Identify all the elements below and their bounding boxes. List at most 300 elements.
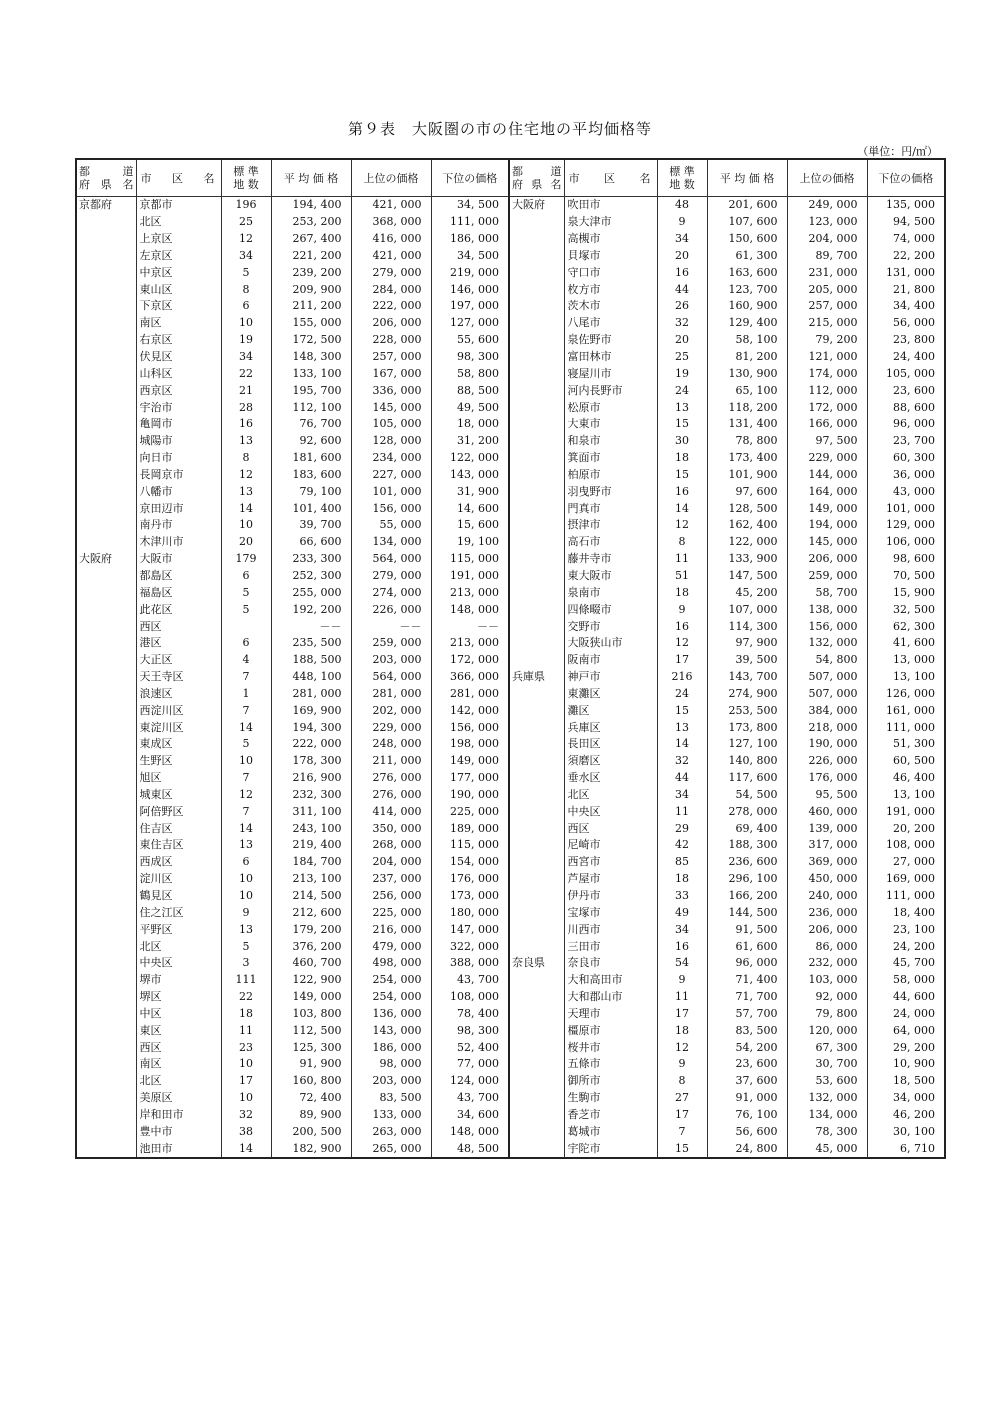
count-cell: 19 <box>657 365 707 382</box>
count-cell: 24 <box>657 382 707 399</box>
city-cell: 東区 <box>136 1022 221 1039</box>
count-cell: 12 <box>657 1039 707 1056</box>
count-cell: 26 <box>657 298 707 315</box>
count-cell: 9 <box>657 601 707 618</box>
count-cell: 7 <box>221 669 271 686</box>
table-row <box>76 551 945 568</box>
prefecture-cell <box>76 500 136 517</box>
header-lower-side-left: 下位の価格 <box>431 159 509 197</box>
table-row <box>76 669 945 686</box>
city-cell: 下京区 <box>136 298 221 315</box>
upper-price-cell: 564, 000 <box>351 669 431 686</box>
count-cell: 15 <box>657 416 707 433</box>
count-cell: 18 <box>657 450 707 467</box>
lower-price-cell: 77, 000 <box>431 1056 509 1073</box>
upper-price-cell: 249, 000 <box>787 197 867 214</box>
city-cell: 堺区 <box>136 989 221 1006</box>
upper-price-cell: 138, 000 <box>787 601 867 618</box>
upper-price-cell: 265, 000 <box>351 1140 431 1158</box>
count-cell: 8 <box>221 450 271 467</box>
table-row <box>76 955 945 972</box>
average-price-cell: 181, 600 <box>271 450 351 467</box>
header-prefecture-side-right <box>509 159 564 197</box>
average-price-cell: 61, 600 <box>707 938 787 955</box>
city-cell: 山科区 <box>136 365 221 382</box>
city-cell: 八尾市 <box>564 315 657 332</box>
city-cell: 兵庫区 <box>564 719 657 736</box>
header-upper-side-left: 上位の価格 <box>351 159 431 197</box>
table-row <box>76 1006 945 1023</box>
prefecture-cell <box>509 871 564 888</box>
prefecture-cell <box>509 433 564 450</box>
upper-price-cell: 134, 000 <box>787 1107 867 1124</box>
lower-price-cell: 126, 000 <box>867 685 945 702</box>
upper-price-cell: 384, 000 <box>787 702 867 719</box>
lower-price-cell: 131, 000 <box>867 264 945 281</box>
average-price-cell: 61, 300 <box>707 248 787 265</box>
prefecture-cell <box>76 433 136 450</box>
average-price-cell: 122, 900 <box>271 972 351 989</box>
city-cell: 鶴見区 <box>136 888 221 905</box>
count-cell: 179 <box>221 551 271 568</box>
header-text: 道 <box>550 165 562 178</box>
upper-price-cell: －－ <box>351 618 431 635</box>
header-text: 府 <box>79 178 90 191</box>
lower-price-cell: 143, 000 <box>431 467 509 484</box>
table-row <box>76 450 945 467</box>
upper-price-cell: 89, 700 <box>787 248 867 265</box>
count-cell: 34 <box>657 787 707 804</box>
city-cell: 西成区 <box>136 854 221 871</box>
city-cell: 羽曳野市 <box>564 483 657 500</box>
count-cell: 7 <box>657 1123 707 1140</box>
lower-price-cell: 18, 400 <box>867 904 945 921</box>
lower-price-cell: 122, 000 <box>431 450 509 467</box>
prefecture-cell <box>76 787 136 804</box>
table-row <box>76 500 945 517</box>
lower-price-cell: 148, 000 <box>431 1123 509 1140</box>
lower-price-cell: 147, 000 <box>431 921 509 938</box>
average-price-cell: 448, 100 <box>271 669 351 686</box>
count-cell: 29 <box>657 820 707 837</box>
upper-price-cell: 206, 000 <box>351 315 431 332</box>
count-cell: 32 <box>221 1107 271 1124</box>
table-row <box>76 568 945 585</box>
upper-price-cell: 222, 000 <box>351 298 431 315</box>
lower-price-cell: 32, 500 <box>867 601 945 618</box>
upper-price-cell: 225, 000 <box>351 904 431 921</box>
prefecture-cell: 大阪府 <box>509 197 564 214</box>
city-cell: 八幡市 <box>136 483 221 500</box>
prefecture-cell <box>76 635 136 652</box>
city-cell: 伏見区 <box>136 349 221 366</box>
table-row <box>76 349 945 366</box>
lower-price-cell: 169, 000 <box>867 871 945 888</box>
upper-price-cell: 226, 000 <box>787 753 867 770</box>
count-cell: 7 <box>221 803 271 820</box>
city-cell: 左京区 <box>136 248 221 265</box>
lower-price-cell: 21, 800 <box>867 281 945 298</box>
upper-price-cell: 236, 000 <box>787 904 867 921</box>
table-row <box>76 584 945 601</box>
table-row <box>76 1123 945 1140</box>
average-price-cell: 83, 500 <box>707 1022 787 1039</box>
city-cell: 東灘区 <box>564 685 657 702</box>
prefecture-cell <box>76 854 136 871</box>
count-cell: 20 <box>657 332 707 349</box>
city-cell: 摂津市 <box>564 517 657 534</box>
prefecture-cell <box>509 467 564 484</box>
count-cell: 14 <box>221 820 271 837</box>
count-cell: 49 <box>657 904 707 921</box>
lower-price-cell: 198, 000 <box>431 736 509 753</box>
lower-price-cell: 23, 600 <box>867 382 945 399</box>
lower-price-cell: 15, 900 <box>867 584 945 601</box>
average-price-cell: 118, 200 <box>707 399 787 416</box>
city-cell: 五條市 <box>564 1056 657 1073</box>
prefecture-cell <box>509 551 564 568</box>
count-cell: 3 <box>221 955 271 972</box>
prefecture-cell <box>509 214 564 231</box>
upper-price-cell: 227, 000 <box>351 467 431 484</box>
count-cell: 6 <box>221 298 271 315</box>
city-cell: 福島区 <box>136 584 221 601</box>
upper-price-cell: 79, 800 <box>787 1006 867 1023</box>
average-price-cell: 45, 200 <box>707 584 787 601</box>
count-cell: 16 <box>657 938 707 955</box>
city-cell: 右京区 <box>136 332 221 349</box>
prefecture-cell <box>509 736 564 753</box>
lower-price-cell: 124, 000 <box>431 1073 509 1090</box>
average-price-cell: 114, 300 <box>707 618 787 635</box>
prefecture-cell <box>509 382 564 399</box>
table-row <box>76 938 945 955</box>
average-price-cell: 311, 100 <box>271 803 351 820</box>
upper-price-cell: 202, 000 <box>351 702 431 719</box>
upper-price-cell: 274, 000 <box>351 584 431 601</box>
upper-price-cell: 167, 000 <box>351 365 431 382</box>
count-cell: 14 <box>657 736 707 753</box>
prefecture-cell <box>509 753 564 770</box>
prefecture-cell <box>509 298 564 315</box>
header-text: 県 <box>100 178 112 191</box>
prefecture-cell <box>76 888 136 905</box>
header-text: 名 <box>122 178 134 191</box>
lower-price-cell: 88, 600 <box>867 399 945 416</box>
city-cell: 生駒市 <box>564 1090 657 1107</box>
lower-price-cell: 27, 000 <box>867 854 945 871</box>
average-price-cell: 107, 600 <box>707 214 787 231</box>
city-cell: 京田辺市 <box>136 500 221 517</box>
upper-price-cell: 30, 700 <box>787 1056 867 1073</box>
lower-price-cell: 88, 500 <box>431 382 509 399</box>
upper-price-cell: 128, 000 <box>351 433 431 450</box>
table-row <box>76 904 945 921</box>
count-cell: 27 <box>657 1090 707 1107</box>
upper-price-cell: 78, 300 <box>787 1123 867 1140</box>
prefecture-cell <box>76 685 136 702</box>
upper-price-cell: 257, 000 <box>351 349 431 366</box>
city-cell: 堺市 <box>136 972 221 989</box>
city-cell: 東成区 <box>136 736 221 753</box>
city-cell: 天王寺区 <box>136 669 221 686</box>
average-price-cell: 166, 200 <box>707 888 787 905</box>
city-cell: 和泉市 <box>564 433 657 450</box>
upper-price-cell: 229, 000 <box>351 719 431 736</box>
average-price-cell: 76, 700 <box>271 416 351 433</box>
count-cell: 216 <box>657 669 707 686</box>
count-cell: 17 <box>657 1006 707 1023</box>
upper-price-cell: 83, 500 <box>351 1090 431 1107</box>
lower-price-cell: 23, 800 <box>867 332 945 349</box>
table-row <box>76 332 945 349</box>
table-row <box>76 770 945 787</box>
lower-price-cell: 23, 100 <box>867 921 945 938</box>
city-cell: 桜井市 <box>564 1039 657 1056</box>
average-price-cell: 148, 300 <box>271 349 351 366</box>
table-row <box>76 416 945 433</box>
prefecture-cell <box>509 450 564 467</box>
average-price-cell: 221, 200 <box>271 248 351 265</box>
header-city-side-right <box>564 159 657 197</box>
count-cell: 6 <box>221 568 271 585</box>
prefecture-cell <box>509 1090 564 1107</box>
average-price-cell: 117, 600 <box>707 770 787 787</box>
average-price-cell: 192, 200 <box>271 601 351 618</box>
city-cell: 垂水区 <box>564 770 657 787</box>
count-cell: 16 <box>657 264 707 281</box>
count-cell: 10 <box>221 1090 271 1107</box>
lower-price-cell: 55, 600 <box>431 332 509 349</box>
average-price-cell: 296, 100 <box>707 871 787 888</box>
count-cell: 8 <box>657 534 707 551</box>
count-cell: 10 <box>221 888 271 905</box>
count-cell: 16 <box>657 618 707 635</box>
lower-price-cell: 111, 000 <box>867 719 945 736</box>
average-price-cell: 200, 500 <box>271 1123 351 1140</box>
city-cell: 南区 <box>136 315 221 332</box>
page-title: 第９表 大阪圏の市の住宅地の平均価格等 <box>347 120 652 138</box>
average-price-cell: 58, 100 <box>707 332 787 349</box>
count-cell: 18 <box>657 871 707 888</box>
average-price-cell: 183, 600 <box>271 467 351 484</box>
average-price-cell: 267, 400 <box>271 231 351 248</box>
table-row <box>76 214 945 231</box>
header-lower-side-right: 下位の価格 <box>867 159 945 197</box>
count-cell: 12 <box>657 517 707 534</box>
city-cell: 西区 <box>136 618 221 635</box>
count-cell: 11 <box>657 803 707 820</box>
average-price-cell: 91, 500 <box>707 921 787 938</box>
upper-price-cell: 507, 000 <box>787 685 867 702</box>
average-price-cell: 239, 200 <box>271 264 351 281</box>
city-cell: 豊中市 <box>136 1123 221 1140</box>
upper-price-cell: 164, 000 <box>787 483 867 500</box>
prefecture-cell <box>509 534 564 551</box>
prefecture-cell: 大阪府 <box>76 551 136 568</box>
upper-price-cell: 228, 000 <box>351 332 431 349</box>
prefecture-cell <box>76 281 136 298</box>
prefecture-cell <box>509 248 564 265</box>
header-text: 区 <box>604 171 615 185</box>
table-body <box>76 197 945 1159</box>
upper-price-cell: 259, 000 <box>351 635 431 652</box>
table-row <box>76 365 945 382</box>
prefecture-cell <box>509 820 564 837</box>
lower-price-cell: 34, 000 <box>867 1090 945 1107</box>
prefecture-cell <box>76 382 136 399</box>
count-cell: 11 <box>221 1022 271 1039</box>
count-cell: 16 <box>657 483 707 500</box>
average-price-cell: 172, 500 <box>271 332 351 349</box>
prefecture-cell <box>509 584 564 601</box>
average-price-cell: 376, 200 <box>271 938 351 955</box>
average-price-cell: 81, 200 <box>707 349 787 366</box>
lower-price-cell: 43, 000 <box>867 483 945 500</box>
average-price-cell: 122, 000 <box>707 534 787 551</box>
lower-price-cell: 41, 600 <box>867 635 945 652</box>
city-cell: 中央区 <box>136 955 221 972</box>
average-price-cell: 214, 500 <box>271 888 351 905</box>
prefecture-cell <box>76 770 136 787</box>
lower-price-cell: 70, 500 <box>867 568 945 585</box>
count-cell: 16 <box>221 416 271 433</box>
average-price-cell: 163, 600 <box>707 264 787 281</box>
lower-price-cell: 156, 000 <box>431 719 509 736</box>
price-table <box>75 158 946 1159</box>
table-row <box>76 635 945 652</box>
prefecture-cell <box>76 248 136 265</box>
upper-price-cell: 133, 000 <box>351 1107 431 1124</box>
prefecture-cell <box>76 332 136 349</box>
lower-price-cell: 45, 700 <box>867 955 945 972</box>
city-cell: 宝塚市 <box>564 904 657 921</box>
table-row <box>76 989 945 1006</box>
average-price-cell: 69, 400 <box>707 820 787 837</box>
prefecture-cell <box>76 467 136 484</box>
lower-price-cell: 191, 000 <box>867 803 945 820</box>
prefecture-cell <box>76 399 136 416</box>
average-price-cell: 236, 600 <box>707 854 787 871</box>
city-cell: 住吉区 <box>136 820 221 837</box>
average-price-cell: 211, 200 <box>271 298 351 315</box>
upper-price-cell: 134, 000 <box>351 534 431 551</box>
count-cell: 8 <box>657 1073 707 1090</box>
header-text: 標 準 <box>669 165 695 178</box>
prefecture-cell <box>509 921 564 938</box>
city-cell: 上京区 <box>136 231 221 248</box>
lower-price-cell: 18, 500 <box>867 1073 945 1090</box>
lower-price-cell: 60, 500 <box>867 753 945 770</box>
lower-price-cell: 148, 000 <box>431 601 509 618</box>
upper-price-cell: 194, 000 <box>787 517 867 534</box>
upper-price-cell: 259, 000 <box>787 568 867 585</box>
lower-price-cell: 176, 000 <box>431 871 509 888</box>
city-cell: 吹田市 <box>564 197 657 214</box>
prefecture-cell: 兵庫県 <box>509 669 564 686</box>
upper-price-cell: 144, 000 <box>787 467 867 484</box>
city-cell: 芦屋市 <box>564 871 657 888</box>
city-cell: 木津川市 <box>136 534 221 551</box>
lower-price-cell: 154, 000 <box>431 854 509 871</box>
header-text: 名 <box>203 171 215 185</box>
table-row <box>76 1039 945 1056</box>
table-row <box>76 281 945 298</box>
city-cell: 西京区 <box>136 382 221 399</box>
table-row <box>76 702 945 719</box>
prefecture-cell <box>76 517 136 534</box>
prefecture-cell <box>509 854 564 871</box>
count-cell: 44 <box>657 281 707 298</box>
city-cell: 南丹市 <box>136 517 221 534</box>
count-cell: 14 <box>221 500 271 517</box>
lower-price-cell: 13, 000 <box>867 652 945 669</box>
count-cell: 1 <box>221 685 271 702</box>
city-cell: 高石市 <box>564 534 657 551</box>
upper-price-cell: 186, 000 <box>351 1039 431 1056</box>
count-cell: 13 <box>221 837 271 854</box>
prefecture-cell <box>509 685 564 702</box>
table-row <box>76 854 945 871</box>
header-average-side-left: 平 均 価 格 <box>271 159 351 197</box>
lower-price-cell: 23, 700 <box>867 433 945 450</box>
count-cell: 12 <box>221 231 271 248</box>
header-city-side-left <box>136 159 221 197</box>
lower-price-cell: 60, 300 <box>867 450 945 467</box>
count-cell: 12 <box>221 787 271 804</box>
prefecture-cell <box>76 601 136 618</box>
table-row <box>76 820 945 837</box>
lower-price-cell: 34, 400 <box>867 298 945 315</box>
city-cell: 川西市 <box>564 921 657 938</box>
city-cell: 東大阪市 <box>564 568 657 585</box>
lower-price-cell: 36, 000 <box>867 467 945 484</box>
average-price-cell: 274, 900 <box>707 685 787 702</box>
city-cell: 港区 <box>136 635 221 652</box>
average-price-cell: 103, 800 <box>271 1006 351 1023</box>
upper-price-cell: 203, 000 <box>351 652 431 669</box>
lower-price-cell: 34, 500 <box>431 248 509 265</box>
upper-price-cell: 350, 000 <box>351 820 431 837</box>
table-row <box>76 719 945 736</box>
lower-price-cell: 190, 000 <box>431 787 509 804</box>
city-cell: 箕面市 <box>564 450 657 467</box>
city-cell: 東山区 <box>136 281 221 298</box>
prefecture-cell <box>509 1056 564 1073</box>
count-cell: 15 <box>657 702 707 719</box>
city-cell: 平野区 <box>136 921 221 938</box>
table-row <box>76 837 945 854</box>
lower-price-cell: 177, 000 <box>431 770 509 787</box>
prefecture-cell <box>76 416 136 433</box>
lower-price-cell: 24, 000 <box>867 1006 945 1023</box>
lower-price-cell: 219, 000 <box>431 264 509 281</box>
city-cell: 大正区 <box>136 652 221 669</box>
upper-price-cell: 416, 000 <box>351 231 431 248</box>
average-price-cell: 243, 100 <box>271 820 351 837</box>
lower-price-cell: 34, 600 <box>431 1107 509 1124</box>
prefecture-cell <box>509 483 564 500</box>
upper-price-cell: 145, 000 <box>351 399 431 416</box>
count-cell: 51 <box>657 568 707 585</box>
prefecture-cell <box>76 938 136 955</box>
prefecture-cell <box>76 736 136 753</box>
upper-price-cell: 143, 000 <box>351 1022 431 1039</box>
count-cell: 9 <box>657 972 707 989</box>
lower-price-cell: 49, 500 <box>431 399 509 416</box>
city-cell: 奈良市 <box>564 955 657 972</box>
lower-price-cell: 15, 600 <box>431 517 509 534</box>
